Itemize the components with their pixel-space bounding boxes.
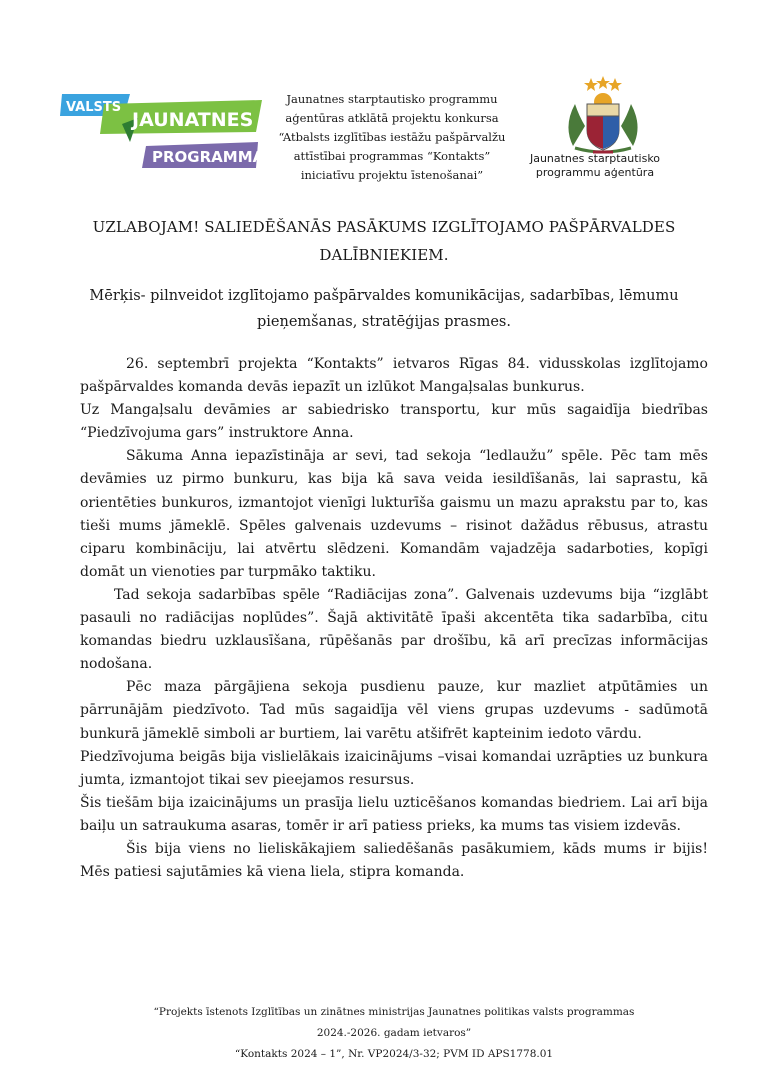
agency-line: programmu aģentūra — [535, 166, 655, 179]
competition-line: Jaunatnes starptautisko programmu — [286, 92, 498, 106]
agency-name — [515, 152, 675, 180]
goal-line: Mērķis- pilnveidot izglītojamo pašpārvaldes komunikācijas, sadarbības, lēmumu — [89, 288, 679, 304]
competition-line: “Atbalsts izglītības iestāžu pašpārvalžu — [278, 130, 506, 144]
title-line: UZLABOJAM! SALIEDĒŠANĀS PASĀKUMS IZGLĪTOJAMO PAŠPĀRVALDES — [92, 218, 676, 236]
footer-line: 2024.-2026. gadam ietvaros” — [316, 1027, 472, 1039]
footer-line: “Kontakts 2024 – 1”, Nr. VP2024/3-32; PVM ID APS1778.01 — [234, 1048, 554, 1060]
body-paragraph: Šis tiešām bija izaicinājums un prasīja lielu uzticēšanos komandas biedriem. Lai arī bija baiļu un satraukuma asaras, tomēr ir arī patiess prieks, ka mums tas visiem izdevās. — [80, 794, 708, 834]
competition-line: aģentūras atklātā projektu konkursa — [285, 111, 499, 125]
title-line: DALĪBNIEKIEM. — [319, 246, 449, 264]
footer-line: “Projekts īstenots Izglītības un zinātnes ministrijas Jaunatnes politikas valsts programmas — [153, 1006, 635, 1018]
article-goal — [70, 283, 698, 335]
competition-info — [272, 90, 512, 185]
svg-text:PROGRAMMA: PROGRAMMA — [152, 148, 265, 166]
latvia-coat-of-arms-icon — [555, 76, 651, 156]
body-paragraph: Sākuma Anna iepazīstināja ar sevi, tad sekoja “ledlaužu” spēle. Pēc tam mēs devāmies uz pirmo bunkuru, kas bija kā sava veida iesildīšanās, lai saprastu, kā orientēties bunkuros, izmantojot vienīgi lukturīša gaismu un mazu aprakstu par to, kas tieši mums jāmeklē. Spēles galvenais uzdevums – risinot dažādus rēbusus, atrastu ciparu kombināciju, lai atvērtu slēdzeni. Komandām vajadzēja sadarboties, kopīgi domāt un vienoties par turpmāko taktiku. — [80, 448, 708, 580]
body-paragraph: Piedzīvojuma beigās bija vislielākais izaicinājums –visai komandai uzrāpties uz bunkura jumta, izmantojot tikai sev pieejamos resursus. — [80, 748, 708, 788]
article-title — [70, 213, 698, 269]
svg-text:VALSTS: VALSTS — [66, 100, 122, 115]
article-body — [80, 353, 708, 884]
agency-line: Jaunatnes starptautisko — [529, 152, 661, 165]
body-paragraph: Uz Mangaļsalu devāmies ar sabiedrisko transportu, kur mūs sagaidīja biedrības “Piedzīvojuma gars” instruktore Anna. — [80, 402, 708, 442]
body-paragraph: Pēc maza pārgājiena sekoja pusdienu pauze, kur mazliet atpūtāmies un pārrunājām piedzīvoto. Tad mūs sagaidīja vēl viens grupas uzdevums - sadūmotā bunkurā jāmeklē simboli ar burtiem, lai varētu atšifrēt kapteinim iedoto vārdu. — [80, 679, 708, 742]
competition-line: iniciatīvu projektu īstenošanai” — [300, 168, 484, 182]
body-paragraph: Šis bija viens no lieliskākajiem saliedēšanās pasākumiem, kāds mums ir bijis! Mēs patiesi sajutāmies kā viena liela, stipra komanda. — [80, 840, 708, 881]
goal-line: pieņemšanas, stratēģijas prasmes. — [257, 314, 511, 330]
page-footer — [80, 1002, 708, 1065]
svg-text:JAUNATNES: JAUNATNES — [132, 109, 254, 131]
valsts-jaunatnes-programma-logo — [60, 90, 270, 170]
body-paragraph: 26. septembrī projekta “Kontakts” ietvaros Rīgas 84. vidusskolas izglītojamo pašpārvaldes komanda devās iepazīt un izlūkot Mangaļsalas bunkurus. — [80, 356, 708, 396]
page-header — [0, 0, 768, 200]
competition-line: attīstībai programmas “Kontakts” — [293, 149, 491, 163]
body-paragraph: Tad sekoja sadarbības spēle “Radiācijas zona”. Galvenais uzdevums bija “izglābt pasauli no radiācijas noplūdes”. Šajā aktivitātē īpaši akcentēta tika sadarbība, citu komandas biedru uzklausīšana, rūpēšanās par drošību, kā arī precīzas informācijas nodošana. — [80, 586, 708, 673]
